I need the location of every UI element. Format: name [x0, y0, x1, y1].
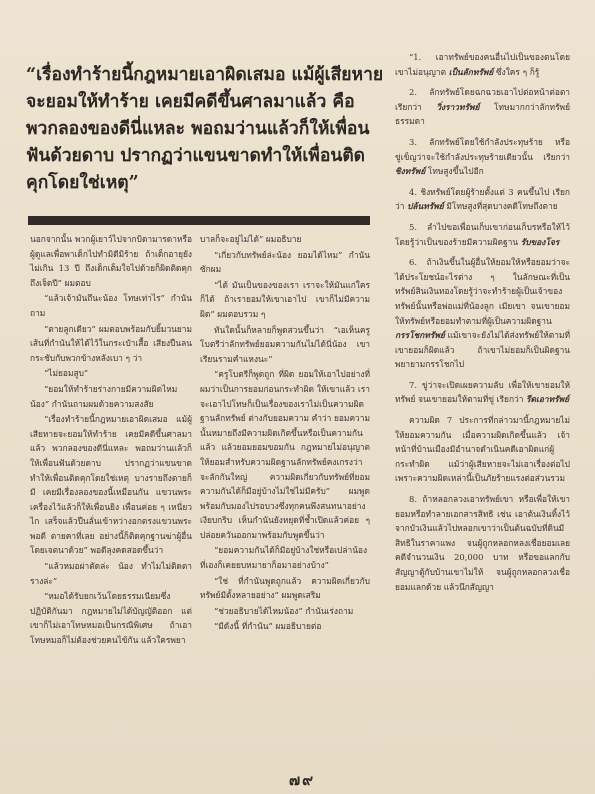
- paragraph: “ยอมให้ทำร้ายร่างกายมีความผิดไหมน้อง” กำนันถามผมด้วยความสงสัย: [30, 383, 178, 409]
- paragraph: “แล้วหมอผ่าตัดล่ะ น้อง ทำไมไม่ติดตารางล่ะ”: [30, 561, 192, 586]
- column-middle: [200, 232, 370, 635]
- legal-term: กรรโชกทรัพย์: [395, 330, 445, 341]
- paragraph: “หมอได้รับยกเว้นโดยธรรมเนียมซึ่งปฏิบัติกันมา กฎหมายไม่ได้บัญญัติออก แต่เขาก็ไม่เอาโทษหมอเป็นกรณีพิเศษ ถ้าเอาโทษหมอก็ไม่ต้องช่วยคนไข้กัน แล้วใครพยา: [30, 591, 192, 646]
- legal-term: ชิงทรัพย์: [395, 166, 426, 177]
- paragraph: ความผิด 7 ประการที่กล่าวมานี้กฎหมายไม่ให้ยอมความกัน เมื่อความผิดเกิดขึ้นแล้ว เจ้าหน้าที่บ้านเมืองมีอำนาจดำเนินคดีเอาผิดแก่ผู้กระทำผิด แม้ว่าผู้เสียหายจะไม่เอาเรื่องต่อไป เพราะความผิดเหล่านี้เป็นภัยร้ายแรงต่อส่วนรวม: [395, 415, 570, 484]
- pull-quote: “เรื่องทำร้ายนี้กฎหมายเอาผิดเสมอ แม้ผู้เสียหายจะยอมให้ทำร้าย เคยมีคดีขึ้นศาลมาแล้ว คือพวกลองของดีนี่แหละ พอถมว่านแล้วก็ให้เพื่อนฟันด้วยดาบ ปรากฏว่าแขนขาดทำให้เพื่อนติดคุกโดยใช่เหตุ”: [26, 65, 384, 193]
- legal-term: วิ่งราวทรัพย์: [436, 101, 480, 112]
- list-item: 3. ลักทรัพย์โดยใช้กำลังประทุษร้าย หรือขู่เข็ญว่าจะใช้กำลังประทุษร้ายเดียวนั้น เรียกว่า ชิงทรัพย์ โทษสูงขึ้นไปอีก: [395, 136, 570, 177]
- list-item: 7. ขู่ว่าจะเปิดเผยความลับ เพื่อให้เขายอมให้ทรัพย์ จนเขายอมให้ตามที่ขู่ เรียกว่า รีดเอาทรัพย์: [395, 379, 570, 405]
- paragraph: บาลก็จะอยู่ไม่ได้” ผมอธิบาย: [200, 234, 302, 244]
- list-item: 2. ลักทรัพย์โดยฉกฉวยเอาไปต่อหน้าต่อตาเรียกว่า วิ่งราวทรัพย์ โทษมากกว่าลักทรัพย์ธรรมดา: [395, 87, 570, 127]
- paragraph: “เกี่ยวกับทรัพย์ล่ะน้อง ยอมได้ไหม” กำนันซักผม: [200, 249, 370, 275]
- column-left: [30, 232, 192, 649]
- legal-term: รับของโจร: [520, 236, 560, 247]
- legal-term: รีดเอาทรัพย์: [526, 394, 570, 405]
- paragraph: “ตายลูกเดียว” ผมตอบพร้อมกับยิ้มวนยามเส้นที่กำนันให้ได้ไว้ในกระเป๋าเสื้อ เสียงปืนลนกระชับกับพวกข้างหลังเบา ๆ ว่า: [30, 323, 192, 363]
- list-item: 5. ลำไปขอเพื่อนเก็บเขาก่อนเก็บรหรือให้ไว้โดยรู้ว่าเป็นของร้ายมีความผิดฐาน รับของโจร: [395, 221, 570, 247]
- paragraph: “ครูโบตรีก็พูดถูก ที่ผิด ยอมให้เอาไปอย่างที่ผมว่าเป็นการยอมก่อนกระทำผิด ให้เขาแล้ว เราจะเอาไปโทษก็เป็นเรื่องของเราไม่เป็นความผิดฐานลักทรัพย์ ต่างกับยอมความ คำว่า ยอมความ นั้นหมายถึงมีความผิดเกิดขึ้นหรือเป็นความกันแล้ว แล้วยอมยอมขอมกัน กฎหมายไม่อนุญาตให้ยอมสำหรับความผิดฐานลักทรัพย์คงเกรงว่าจะลักกันใหญ่ ความผิดเกี่ยวกับทรัพย์ที่ยอมความกันได้ก็มีอยู่บ้างไม่ใช่ไม่มีครับ” ผมพูดพร้อมกับมองไปรอบวงซึ่งทุกคนพึงสนทนาอย่างเงียบกริบ เห็นกำนันยังหยุดที่ช้ำเปิดแล้วค่อย ๆ ปล่อยควันออกมาพร้อมกับพูดขึ้นว่า: [200, 369, 370, 540]
- paragraph: “ได้ มันเป็นของของเรา เราจะให้มันแก่ใครก็ได้ ถ้าเรายอมให้เขาเอาไป เขาก็ไม่มีความผิด” ผมตอบรวม ๆ: [200, 279, 370, 319]
- paragraph: ทันใดนั้นก็หลายก็พูดสวนขึ้นว่า “เอเห็นครูโบตรีว่าลักทรัพย์ยอมความกันไม่ได้นี่น้อง เขาเรียนรามคำแหงนะ”: [200, 324, 370, 364]
- legal-term: เป็นลักทรัพย์: [448, 66, 494, 77]
- column-right: [395, 50, 570, 600]
- list-item: 6. ถ้าเงินขึ้นในผู้อื่นให้ยอมให้หรือยอมว่าจะได้ประโยชน์อะไรต่าง ๆ ในลักษณะที่เป็นทรัพย์สินเงินทองโดยรู้ว่าจะทำร้ายผู้เป็นเจ้าของทรัพย์นั้นหรือพ่อแม่ที่น้องลูก เมียเขา จนเขายอมให้ทรัพย์หรือยอมทำตามที่ผู้เป็นความผิดฐานกรรโชกทรัพย์ แม้เขาจะยังไม่ได้ส่งทรัพย์ให้ตามที่เขายอมก็ผิดแล้ว ถ้าเขาไม่ยอมก็เป็นผิดฐานพยายามกรรโชกไป: [395, 257, 570, 370]
- list-item: 4. ชิงทรัพย์โดยผู้ร้ายตั้งแต่ 3 คนขึ้นไป เรียกว่า ปล้นทรัพย์ มีโทษสูงที่สุดบางคดีโทษถึงตาย: [395, 186, 570, 212]
- divider-bar: [28, 216, 370, 225]
- paragraph: นอกจากนั้น พวกผู้เยาว์ไปจากบิดามารดาหรือผู้ดูแลเพื่อพาเด็กไปทำมิดีมิร้าย ถ้าเด็กอายุยังไม่เกิน 13 ปี ถึงเด็กเต็มใจไปด้วยก็ผิดติดคุกถึงเจ็ดปี” ผมตอบ: [30, 234, 192, 288]
- paragraph: “ไม่ยอมสูบ”: [44, 368, 89, 379]
- paragraph: “แล้วเจ้ามันถึนะน้อง โทษเท่าไร” กำนันถาม: [30, 293, 192, 318]
- paragraph: “เรื่องทำร้ายนี้กฎหมายเอาผิดเสมอ แม้ผู้เสียหายจะยอมให้ทำร้าย เคยมีคดีขึ้นศาลมาแล้ว พวกลองของดีนี่แหละ พอถมว่านแล้วก็ให้เพื่อนฟันด้วยดาบ ปรากฏว่าแขนขาด ทำให้เพื่อนติดคุกโดยใช่เหตุ บางรายถึงตายก็มี เคยมีเรื่องลองของนี้เหมือนกัน แขวนพระเครื่องไว้แล้วก็ให้เพื่อนยิง เพื่อนค่อย ๆ เหนี่ยวไก เสร็จแล้วปืนลั่นเข้าหว่างอกตรงแขวนพระพอดี ตายคาที่เลย อย่างนี้ก็ติดคุกฐานฆ่าผู้อื่นโดยเจตนาด้วย” พอดีลุงคดสอดขึ้นว่า: [30, 414, 192, 556]
- legal-term: ปล้นทรัพย์: [407, 201, 444, 212]
- paragraph: “ช่วยอธิบายได้ไหมน้อง” กำนันเร่งถาม: [214, 605, 354, 616]
- paragraph: “ยอมความกันได้ก็มีอยู่บ้างใช่หรือเปล่าน้อง ที่เองก็เคยยบหมายาก็อมาอย่างบ้าง”: [200, 545, 368, 571]
- paragraph: “ใช่ ที่กำนันพูดถูกแล้ว ความผิดเกี่ยวกับทรัพย์มีตั้งหลายอย่าง” ผมพูดเสริม: [200, 575, 370, 601]
- page-number: ๗๙: [288, 771, 316, 789]
- list-item: 8. ถ้าหลอกลวงเอาทรัพย์เขา หรือเพื่อให้เขายอมหรือทำลายเอกสารสิทธิ เช่น เอาต้นเงินทิ้งไว้ จากบัวเงินแล้วไปหลอกเขาว่าเป็นต้นฉบับที่ดินมีสิทธิในราคาแพง จนผู้ถูกหลอกหลงเชื่อยอมเลยคดีจำนวนเงิน 20,000 บาท หรือขอแลกกับสัญญาตู้กับบ้านเขาไม่ให้ จนผู้ถูกหลอกลวงเชื่อยอมแลกด้วย แล้วนึกสัญญา: [395, 494, 570, 592]
- paragraph: “มีดังนี้ ที่กำนัน” ผมอธิบายต่อ: [214, 621, 322, 632]
- list-item: “1. เอาทรัพย์ของคนอื่นไปเป็นของตนโดยเขาไม่อนุญาต เป็นลักทรัพย์ ซึ่งใคร ๆ ก็รู้: [395, 52, 570, 77]
